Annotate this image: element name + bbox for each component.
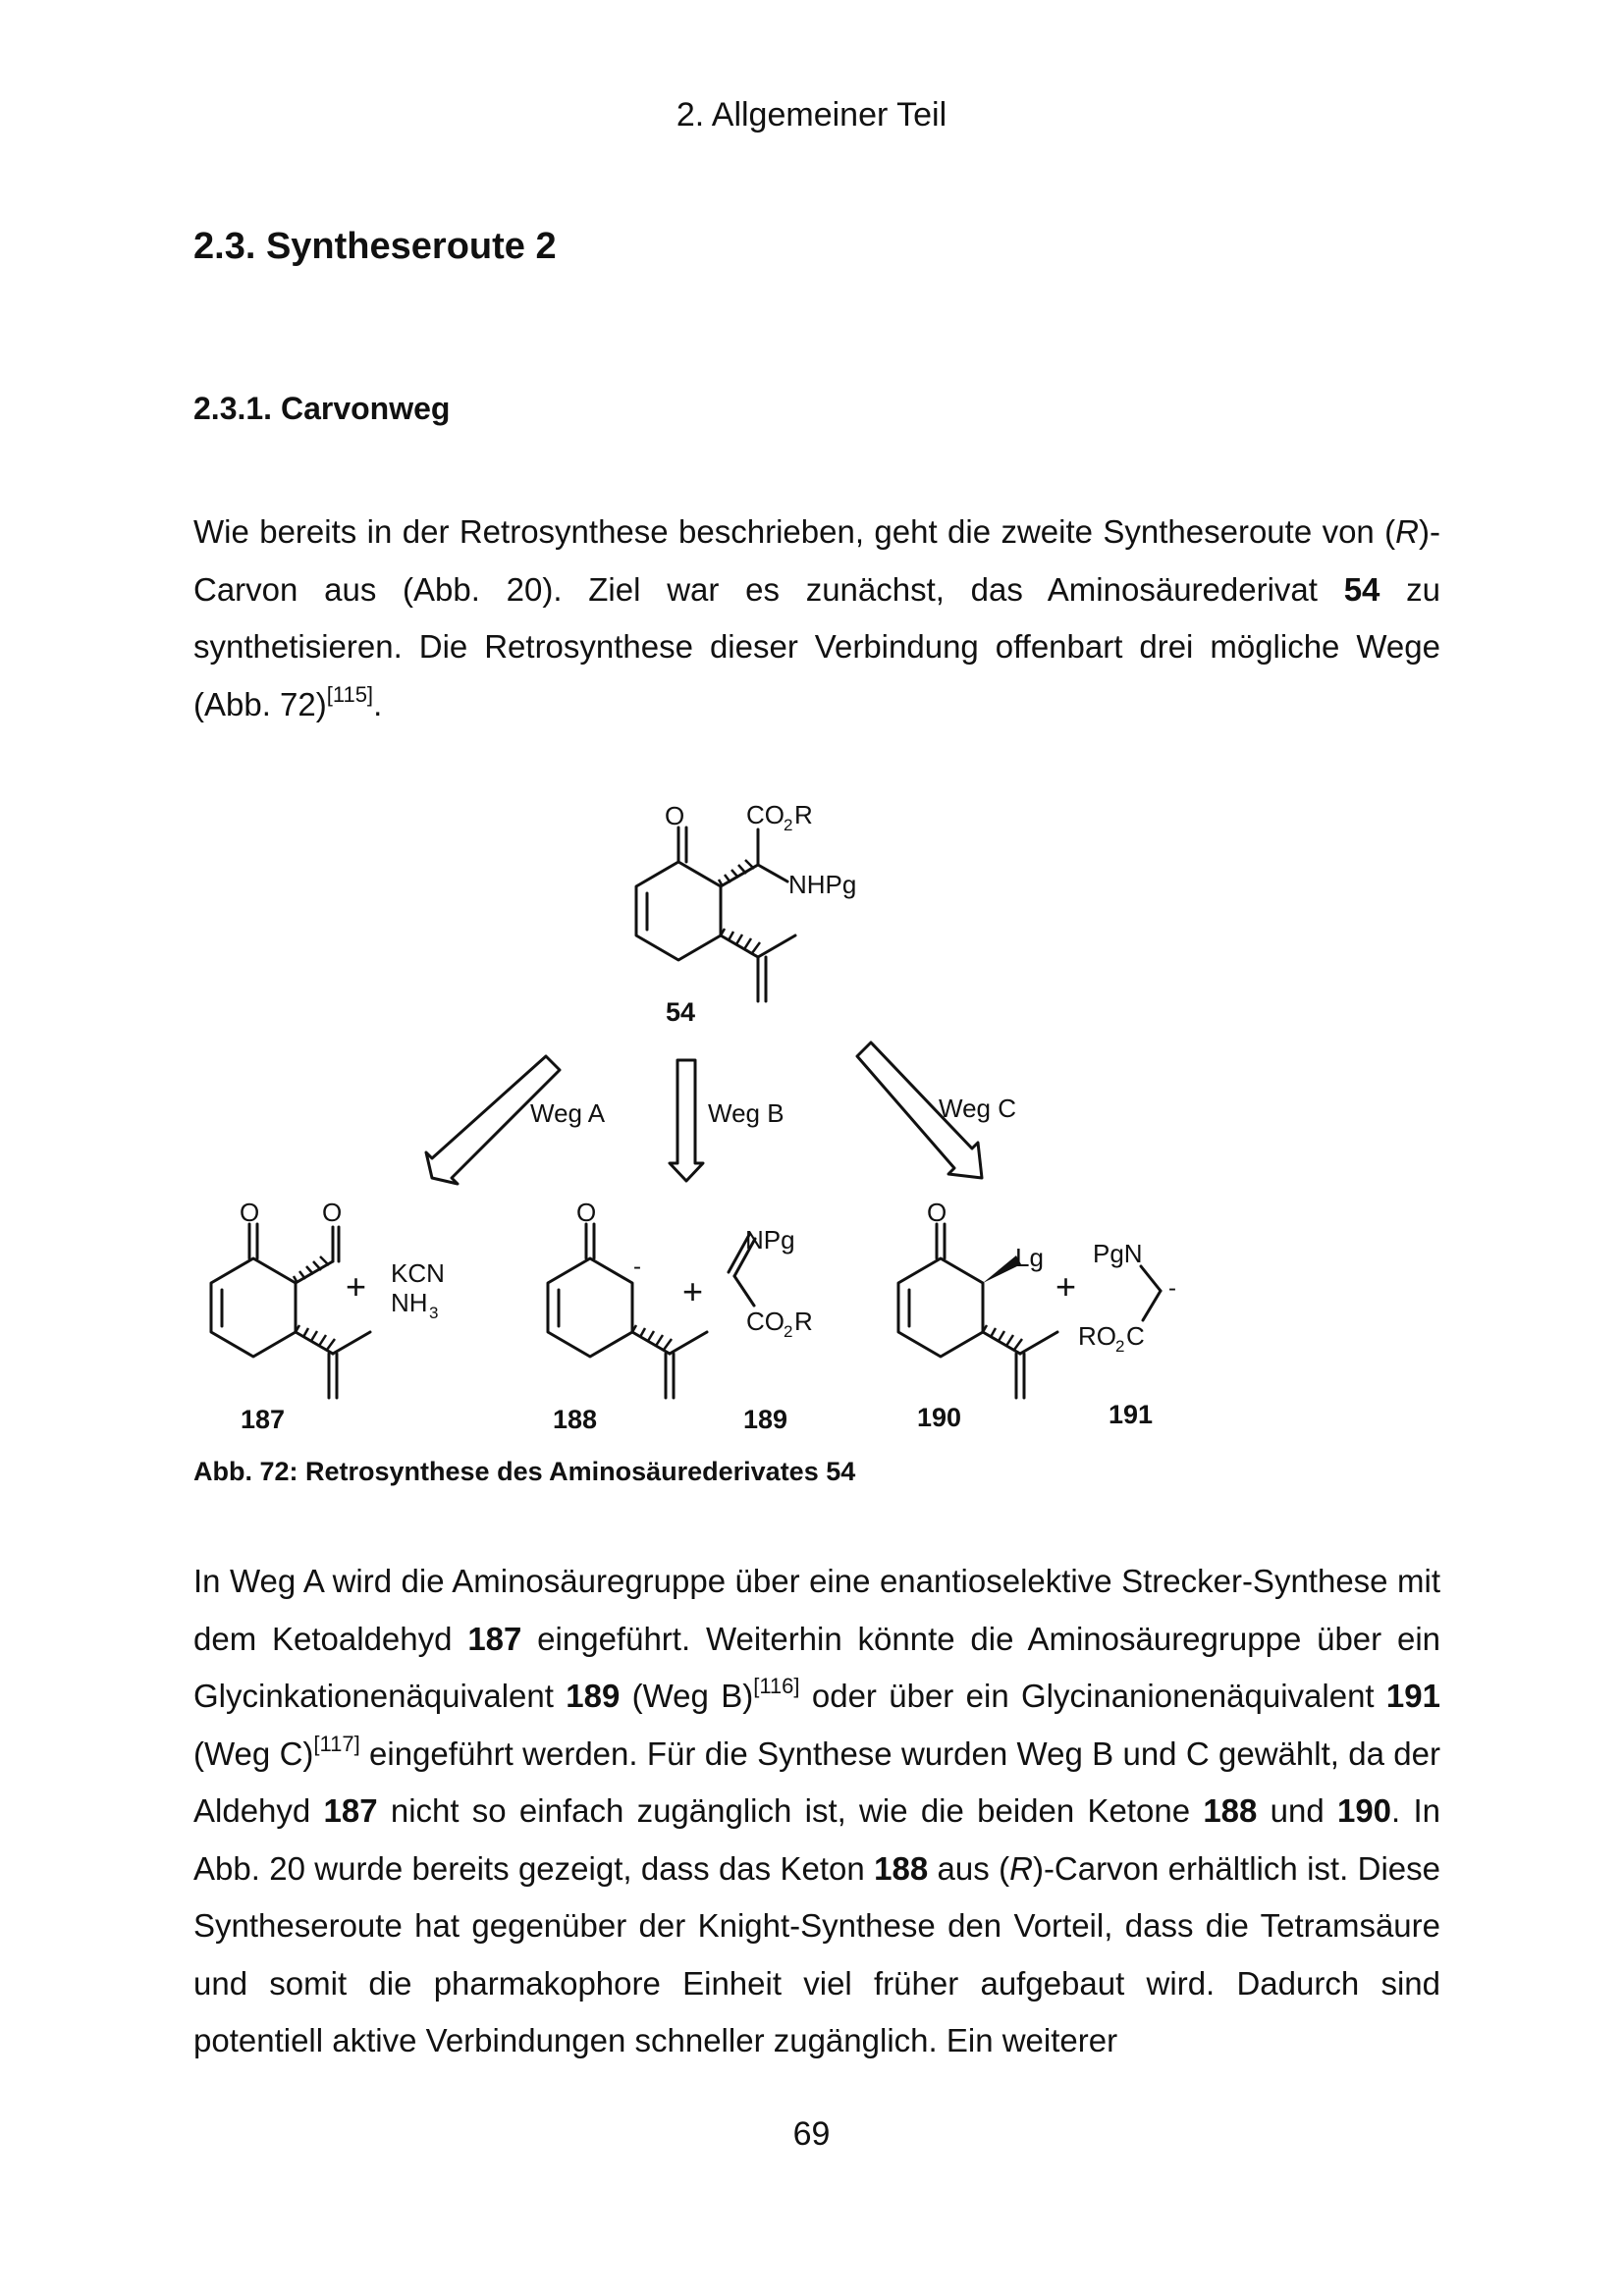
compound-number-189: 189 — [743, 1405, 788, 1434]
plus-188: + — [682, 1271, 704, 1311]
label-54-oxygen: O — [665, 801, 685, 830]
label-weg-c: Weg C — [939, 1094, 1016, 1123]
subsection-title: 2.3.1. Carvonweg — [193, 391, 451, 426]
paragraph-intro: Wie bereits in der Retrosynthese beschrieben, geht die zweite Syntheseroute von (R)-Carvon aus (Abb. 20). Ziel war es zunächst, das Aminosäurederivat 54 zu synthetisieren. Die Retrosynthese dieser Verbindung offenbart drei mögliche Wege (Abb. 72)[115]. — [193, 513, 1440, 722]
hash-bond-188 — [632, 1325, 672, 1350]
plus-187: + — [346, 1266, 367, 1307]
hash-bond-54b — [721, 929, 760, 953]
structure-187 — [211, 1224, 370, 1398]
hash-bond-190 — [983, 1325, 1022, 1350]
label-54-nhpg: NHPg — [788, 870, 857, 899]
paragraph-discussion: In Weg A wird die Aminosäuregruppe über eine enantioselektive Strecker-Synthese mit dem Ketoaldehyd 187 eingeführt. Weiterhin könnte die Aminosäuregruppe über ein Glycinkationenäquivalent 189 (Weg B)[116] oder über ein Glycinanionenäquivalent 191 (Weg C)[117] eingeführt werden. Für die Synthese wurden Weg B und C gewählt, da der Aldehyd 187 nicht so einfach zugänglich ist, wie die beiden Ketone 188 und 190. In Abb. 20 wurde bereits gezeigt, dass das Keton 188 aus (R)-Carvon erhältlich ist. Diese Syntheseroute hat gegenüber der Knight-Synthese den Vorteil, dass die Tetramsäure und somit die pharmakophore Einheit viel früher aufgebaut wird. Dadurch sind potentiell aktive Verbindungen schneller zugänglich. Ein weiterer — [193, 1563, 1441, 2058]
label-54-sub2: 2 — [784, 816, 793, 834]
label-weg-b: Weg B — [708, 1098, 784, 1128]
structure-191 — [1141, 1266, 1161, 1320]
running-header: 2. Allgemeiner Teil — [676, 96, 947, 133]
label-187-oxygen-1: O — [240, 1198, 260, 1227]
hash-bond-187a — [294, 1256, 329, 1283]
label-54-r: R — [794, 800, 813, 829]
label-191-minus: - — [1168, 1275, 1176, 1302]
structure-54 — [636, 828, 795, 1001]
compound-number-188: 188 — [553, 1405, 598, 1434]
arrow-weg-b — [670, 1060, 703, 1181]
label-weg-a: Weg A — [530, 1098, 606, 1128]
label-189-r: R — [794, 1307, 813, 1336]
label-187-oxygen-2: O — [322, 1198, 343, 1227]
section-title: 2.3. Syntheseroute 2 — [193, 226, 557, 267]
hash-bond-54a — [719, 860, 754, 886]
label-191-ro: RO — [1078, 1321, 1116, 1351]
hash-bond-187b — [296, 1325, 335, 1350]
compound-number-187: 187 — [241, 1405, 286, 1434]
compound-number-190: 190 — [917, 1403, 962, 1432]
label-188-oxygen: O — [576, 1198, 597, 1227]
label-nh-sub3: 3 — [429, 1304, 439, 1322]
label-190-lg: Lg — [1015, 1243, 1044, 1272]
label-kcn: KCN — [391, 1258, 445, 1288]
label-191-pgn: PgN — [1093, 1239, 1143, 1268]
label-nh: NH — [391, 1288, 428, 1317]
label-191-c: C — [1126, 1321, 1145, 1351]
label-190-oxygen: O — [927, 1198, 947, 1227]
label-191-sub2: 2 — [1115, 1337, 1125, 1356]
plus-190: + — [1055, 1266, 1077, 1307]
compound-number-191: 191 — [1109, 1400, 1154, 1429]
label-189-npg: NPg — [745, 1225, 795, 1255]
label-188-minus: - — [633, 1254, 641, 1280]
page-number: 69 — [792, 2115, 831, 2153]
label-189-co: CO — [746, 1307, 784, 1336]
figure-caption: Abb. 72: Retrosynthese des Aminosäurederivates 54 — [193, 1457, 856, 1486]
compound-number-54: 54 — [666, 997, 696, 1027]
label-189-sub2: 2 — [784, 1322, 793, 1341]
label-54-co: CO — [746, 800, 784, 829]
